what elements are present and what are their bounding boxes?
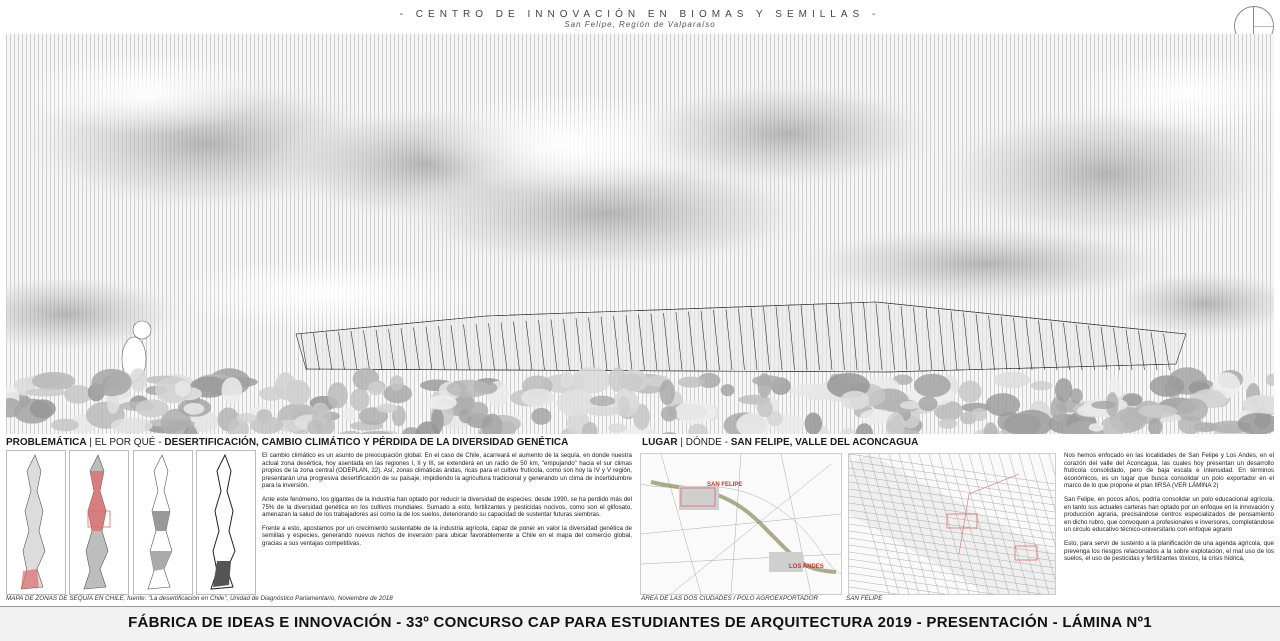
lugar-text: [1064, 452, 1274, 569]
vegetation-clump: [914, 374, 951, 398]
problematica-heading: [6, 437, 568, 448]
drought-map-2: [69, 450, 129, 595]
lugar-topic: SAN FELIPE, VALLE DEL ACONCAGUA: [730, 437, 919, 448]
vegetation-clump: [608, 423, 626, 432]
lugar-heading: [642, 437, 918, 448]
vegetation-clump: [660, 380, 675, 405]
vegetation-clump: [612, 390, 639, 417]
vegetation-clump: [343, 408, 355, 421]
lugar-paragraph-2: San Felipe, en pocos años, podría consolidar un polo educacional agrícola, en tanto sus actuales carteras han optado por un enfoque en la innovación y producción agraria, precisándose centros especializados de pensamiento en dicho rubro, que convoquen a profesionales e inversores, completándose un circulo educativo técnico-universitario con enfoque agrario: [1064, 495, 1274, 534]
drought-map-caption: MAPA DE ZONAS DE SEQUÍA EN CHILE, fuente: "La desertificación en Chile", Unidad de Diagnóstico Parlamentario, Noviembre de 2018: [6, 595, 393, 602]
vegetation-clump: [790, 384, 833, 397]
vegetation-clump: [674, 401, 716, 424]
map-label-los-andes: LOS ANDES: [789, 564, 824, 570]
vegetation-clump: [1177, 398, 1208, 421]
vegetation-clump: [136, 399, 169, 417]
vegetation-clump: [390, 375, 404, 390]
vegetation-clump: [130, 368, 147, 391]
drought-map-4: [196, 450, 256, 595]
vegetation-clump: [427, 395, 457, 410]
vegetation-clump: [721, 384, 735, 396]
vegetation-clump: [1009, 413, 1022, 434]
footer-title: FÁBRICA DE IDEAS E INNOVACIÓN - 33º CONCURSO CAP PARA ESTUDIANTES DE ARQUITECTURA 2019 - PRESENTACIÓN - LÁMINA Nº1: [128, 614, 1152, 631]
san-felipe-map-caption: SAN FELIPE: [846, 595, 883, 602]
problematica-paragraph-1: El cambio climático es un asunto de preocupación global. En el caso de Chile, acarreará el aumento de la sequía, en donde nuestra actual zona desértica, hoy asentada en las regiones I, II y III, se extenderá en un radio de 50 km, "empujando" hacia el sur climas propios de la zona central (ODEPLAN, 22). Así, zonas climáticas áridas, ricas para el cultivo frutícola, como son hoy la IV y V región, presentarán una progresiva desertificación de su paisaje, impidiendo la agricultura tradicional y generando un clima de incertidumbre para la inversión.: [262, 452, 632, 490]
vegetation-clump: [758, 373, 772, 397]
vegetation-clump: [661, 406, 677, 422]
problematica-topic: DESERTIFICACIÓN, CAMBIO CLIMÁTICO Y PÉRDIDA DE LA DIVERSIDAD GENÉTICA: [164, 437, 569, 448]
vegetation-clump: [236, 413, 256, 423]
vegetation-clump: [805, 413, 823, 434]
vegetation-clump: [446, 380, 490, 398]
vegetation-clump: [531, 408, 551, 425]
vegetation-clump: [1150, 375, 1185, 396]
render-illustration: [6, 34, 1274, 434]
problematica-subtitle: | EL POR QUÉ -: [86, 437, 165, 448]
lugar-subtitle: | DÓNDE -: [677, 437, 731, 448]
drought-map-3: [133, 450, 193, 595]
lugar-label: LUGAR: [642, 437, 678, 448]
lugar-paragraph-3: Esto, para servir de sustento a la planificación de una agenda agrícola, que prevenga los riesgos relacionados a la sobre explotación, el mal uso de los suelos, el uso de pesticidas y fertilizantes tóxicos, la crisis hídrica,: [1064, 539, 1274, 563]
vegetation-clump: [557, 389, 595, 417]
vegetation-clump: [91, 369, 131, 396]
vegetation-clump: [757, 400, 773, 417]
vegetation-clump: [900, 401, 920, 409]
drought-map-1: [6, 450, 66, 595]
lugar-paragraph-1: Nos hemos enfocado en las localidades de San Felipe y Los Andes, en el corazón del valle del Aconcagua, las cuales hoy presentan un desarrollo frutícola consolidado, pero de baja escala e intensidad. En términos económicos, es un lugar que busca consolidar un polo exportador en el marco de lo que propone el plan IIRSA (VER LÁMINA 2): [1064, 452, 1274, 490]
vegetation-clump: [993, 372, 1030, 388]
area-map: [640, 453, 842, 595]
area-map-caption: ÁREA DE LAS DOS CIUDADES / POLO AGROEXPORTADOR: [641, 595, 819, 602]
vegetation-clump: [840, 391, 869, 410]
vegetation-clump: [30, 399, 56, 418]
vegetation-clump: [328, 382, 348, 408]
vegetation-clump: [259, 387, 284, 401]
vegetation-clump: [938, 418, 957, 429]
vegetation-clump: [1089, 423, 1104, 431]
vegetation-clump: [1091, 401, 1115, 409]
vegetation-clump: [959, 380, 982, 402]
vegetation-clump: [25, 388, 66, 396]
vegetation-clump: [971, 408, 987, 421]
vegetation-clump: [107, 394, 119, 414]
problematica-label: PROBLEMÁTICA: [6, 437, 87, 448]
vegetation-clump: [111, 418, 153, 434]
vegetation-clump: [221, 377, 242, 404]
vegetation-clump: [918, 396, 937, 411]
problematica-paragraph-3: Frente a esto, apostamos por un crecimiento sustentable de la industria agrícola, capaz de poner en valor la diversidad genética de semillas y especies, generando nuevos nichos de inversión para ubicar favorablemente a Chile en el mapa del comercio global, gracias a sus ventajas competitivas.: [262, 524, 632, 547]
vegetation-clump: [350, 388, 369, 411]
vegetation-clump: [377, 404, 398, 413]
vegetation-clump: [51, 419, 79, 432]
vegetation-clump: [560, 372, 573, 389]
vegetation-clump: [1138, 405, 1177, 418]
vegetation-clump: [1055, 378, 1072, 402]
sheet-title: - CENTRO DE INNOVACIÓN EN BIOMAS Y SEMILLAS -: [399, 9, 881, 20]
vegetation-clump: [172, 420, 195, 428]
vegetation-clump: [468, 402, 489, 420]
sheet-subtitle: San Felipe, Región de Valparaíso: [564, 20, 716, 29]
vegetation-clump: [678, 377, 705, 388]
vegetation-clump: [175, 381, 191, 397]
vegetation-clump: [609, 367, 626, 392]
vegetation-clump: [521, 389, 554, 407]
drought-maps: [6, 450, 254, 595]
vegetation-clump: [32, 372, 75, 390]
main-render: [6, 34, 1274, 434]
san-felipe-map: [848, 453, 1056, 595]
vegetation-clump: [368, 381, 384, 395]
problematica-text: [262, 452, 632, 554]
vegetation-clump: [1031, 381, 1053, 390]
problematica-paragraph-2: Ante este fenómeno, los gigantes de la industria han optado por reducir la diversidad de especies: desde 1990, se ha perdido más del 75% de la diversidad genética en los cultivos mundiales. Sumado a esto, fertilizantes y pesticidas nocivos, como son el glifosato, amenazan la salud de los trabajadores así como la de los suelos, deteriorando su capacidad de sustentar futuras siembras.: [262, 495, 632, 519]
vegetation-clump: [184, 403, 205, 415]
vegetation-clump: [590, 396, 615, 406]
map-label-san-felipe: SAN FELIPE: [707, 482, 743, 488]
